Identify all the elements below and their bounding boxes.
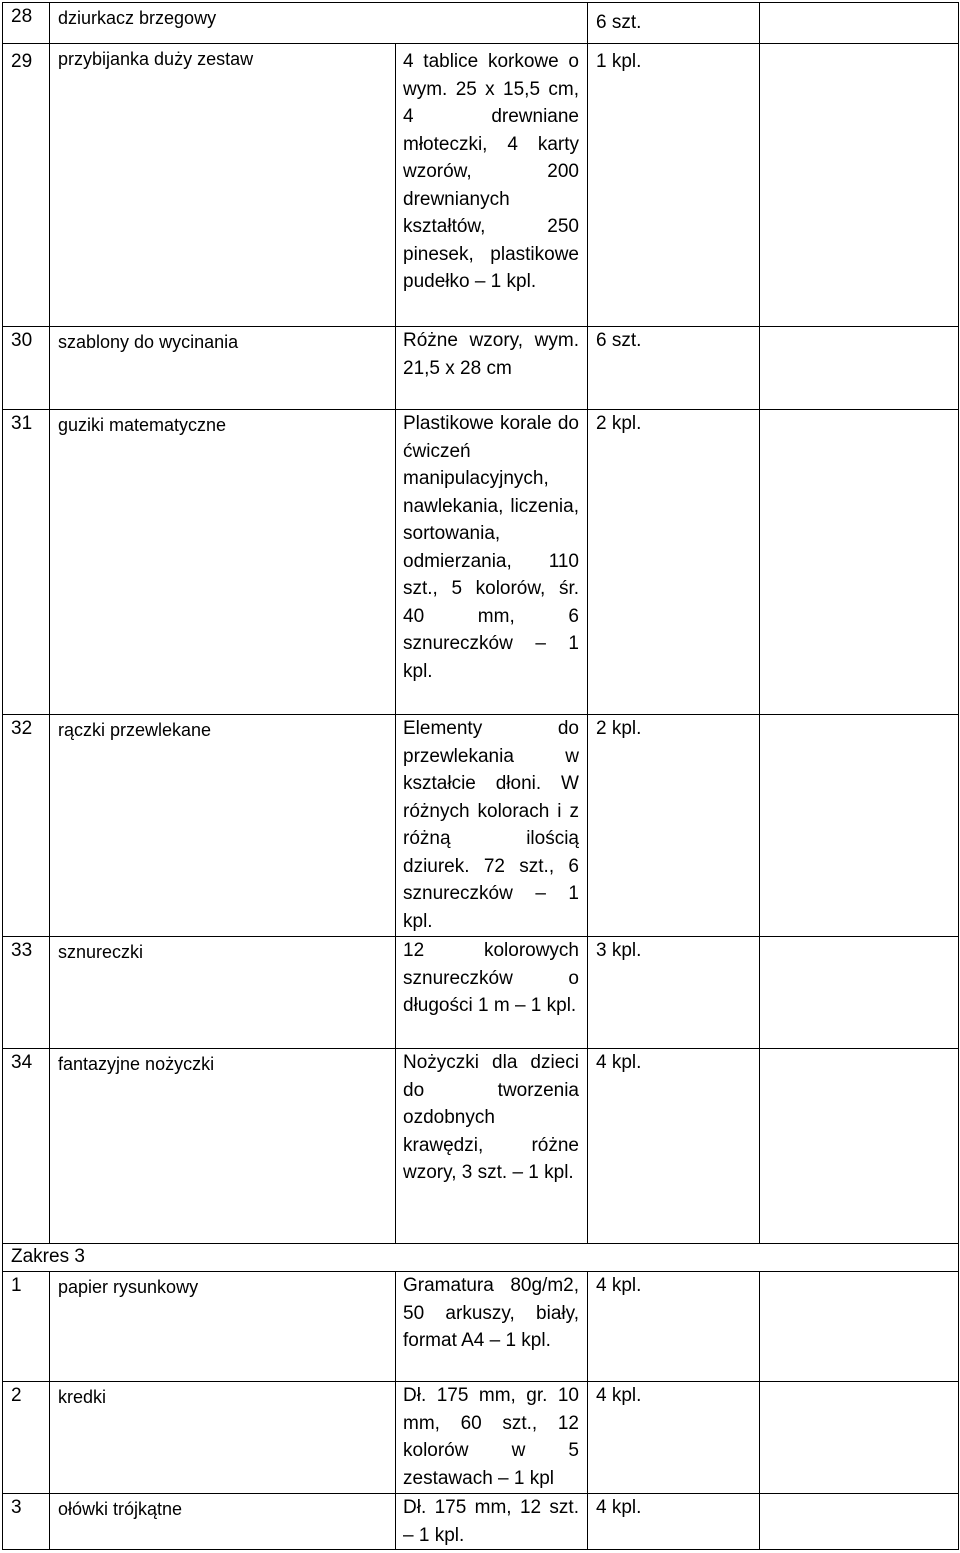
item-name: guziki matematyczne — [50, 410, 396, 715]
item-description: Dł. 175 mm, 12 szt. – 1 kpl. — [396, 1494, 588, 1550]
item-name: kredki — [50, 1382, 396, 1494]
row-number: 1 — [3, 1272, 50, 1382]
row-number: 28 — [3, 3, 50, 44]
empty-cell — [760, 1272, 959, 1382]
item-name: sznureczki — [50, 937, 396, 1049]
row-number: 32 — [3, 715, 50, 937]
item-name: fantazyjne nożyczki — [50, 1049, 396, 1244]
item-quantity: 1 kpl. — [588, 44, 760, 327]
row-number: 30 — [3, 327, 50, 410]
empty-cell — [760, 410, 959, 715]
item-name: ołówki trójkątne — [50, 1494, 396, 1550]
empty-cell — [760, 1494, 959, 1550]
item-description: Dł. 175 mm, gr. 10 mm, 60 szt., 12 kolorów w 5 zestawach – 1 kpl — [396, 1382, 588, 1494]
item-quantity: 2 kpl. — [588, 715, 760, 937]
row-number: 2 — [3, 1382, 50, 1494]
item-description: Elementy do przewlekania w kształcie dłoni. W różnych kolorach i z różną ilością dziurek. 72 szt., 6 sznureczków – 1 kpl. — [396, 715, 588, 937]
section-header-row — [3, 1244, 959, 1272]
item-quantity: 3 kpl. — [588, 937, 760, 1049]
empty-cell — [760, 327, 959, 410]
row-number: 29 — [3, 44, 50, 327]
empty-cell — [760, 715, 959, 937]
item-quantity: 4 kpl. — [588, 1049, 760, 1244]
item-description: 12 kolorowych sznureczków o długości 1 m – 1 kpl. — [396, 937, 588, 1049]
empty-cell — [760, 1382, 959, 1494]
item-description: 4 tablice korkowe o wym. 25 x 15,5 cm, 4 drewniane młoteczki, 4 karty wzorów, 200 drewnianych kształtów, 250 pinesek, plastikowe pudełko – 1 kpl. — [396, 44, 588, 327]
item-quantity: 4 kpl. — [588, 1494, 760, 1550]
item-description: Nożyczki dla dzieci do tworzenia ozdobnych krawędzi, różne wzory, 3 szt. – 1 kpl. — [396, 1049, 588, 1244]
item-name: szablony do wycinania — [50, 327, 396, 410]
section-title: Zakres 3 — [3, 1244, 959, 1272]
table-row — [3, 1049, 959, 1244]
table-row — [3, 1272, 959, 1382]
item-quantity: 4 kpl. — [588, 1382, 760, 1494]
row-number: 3 — [3, 1494, 50, 1550]
table-row — [3, 1494, 959, 1550]
item-description: Różne wzory, wym. 21,5 x 28 cm — [396, 327, 588, 410]
item-name: przybijanka duży zestaw — [50, 44, 396, 327]
empty-cell — [760, 44, 959, 327]
row-number: 34 — [3, 1049, 50, 1244]
row-number: 31 — [3, 410, 50, 715]
item-name: dziurkacz brzegowy — [50, 3, 588, 44]
item-name: rączki przewlekane — [50, 715, 396, 937]
table-row — [3, 3, 959, 44]
equipment-table — [2, 2, 959, 1550]
item-description: Gramatura 80g/m2, 50 arkuszy, biały, format A4 – 1 kpl. — [396, 1272, 588, 1382]
empty-cell — [760, 1049, 959, 1244]
item-quantity: 2 kpl. — [588, 410, 760, 715]
table-row — [3, 715, 959, 937]
table-row — [3, 1382, 959, 1494]
table-row — [3, 44, 959, 327]
table-row — [3, 937, 959, 1049]
item-description: Plastikowe korale do ćwiczeń manipulacyjnych, nawlekania, liczenia, sortowania, odmierzania, 110 szt., 5 kolorów, śr. 40 mm, 6 sznureczków – 1 kpl. — [396, 410, 588, 715]
item-quantity: 6 szt. — [588, 327, 760, 410]
item-quantity: 4 kpl. — [588, 1272, 760, 1382]
table-row — [3, 327, 959, 410]
empty-cell — [760, 937, 959, 1049]
item-quantity: 6 szt. — [588, 3, 760, 44]
row-number: 33 — [3, 937, 50, 1049]
item-name: papier rysunkowy — [50, 1272, 396, 1382]
table-row — [3, 410, 959, 715]
empty-cell — [760, 3, 959, 44]
